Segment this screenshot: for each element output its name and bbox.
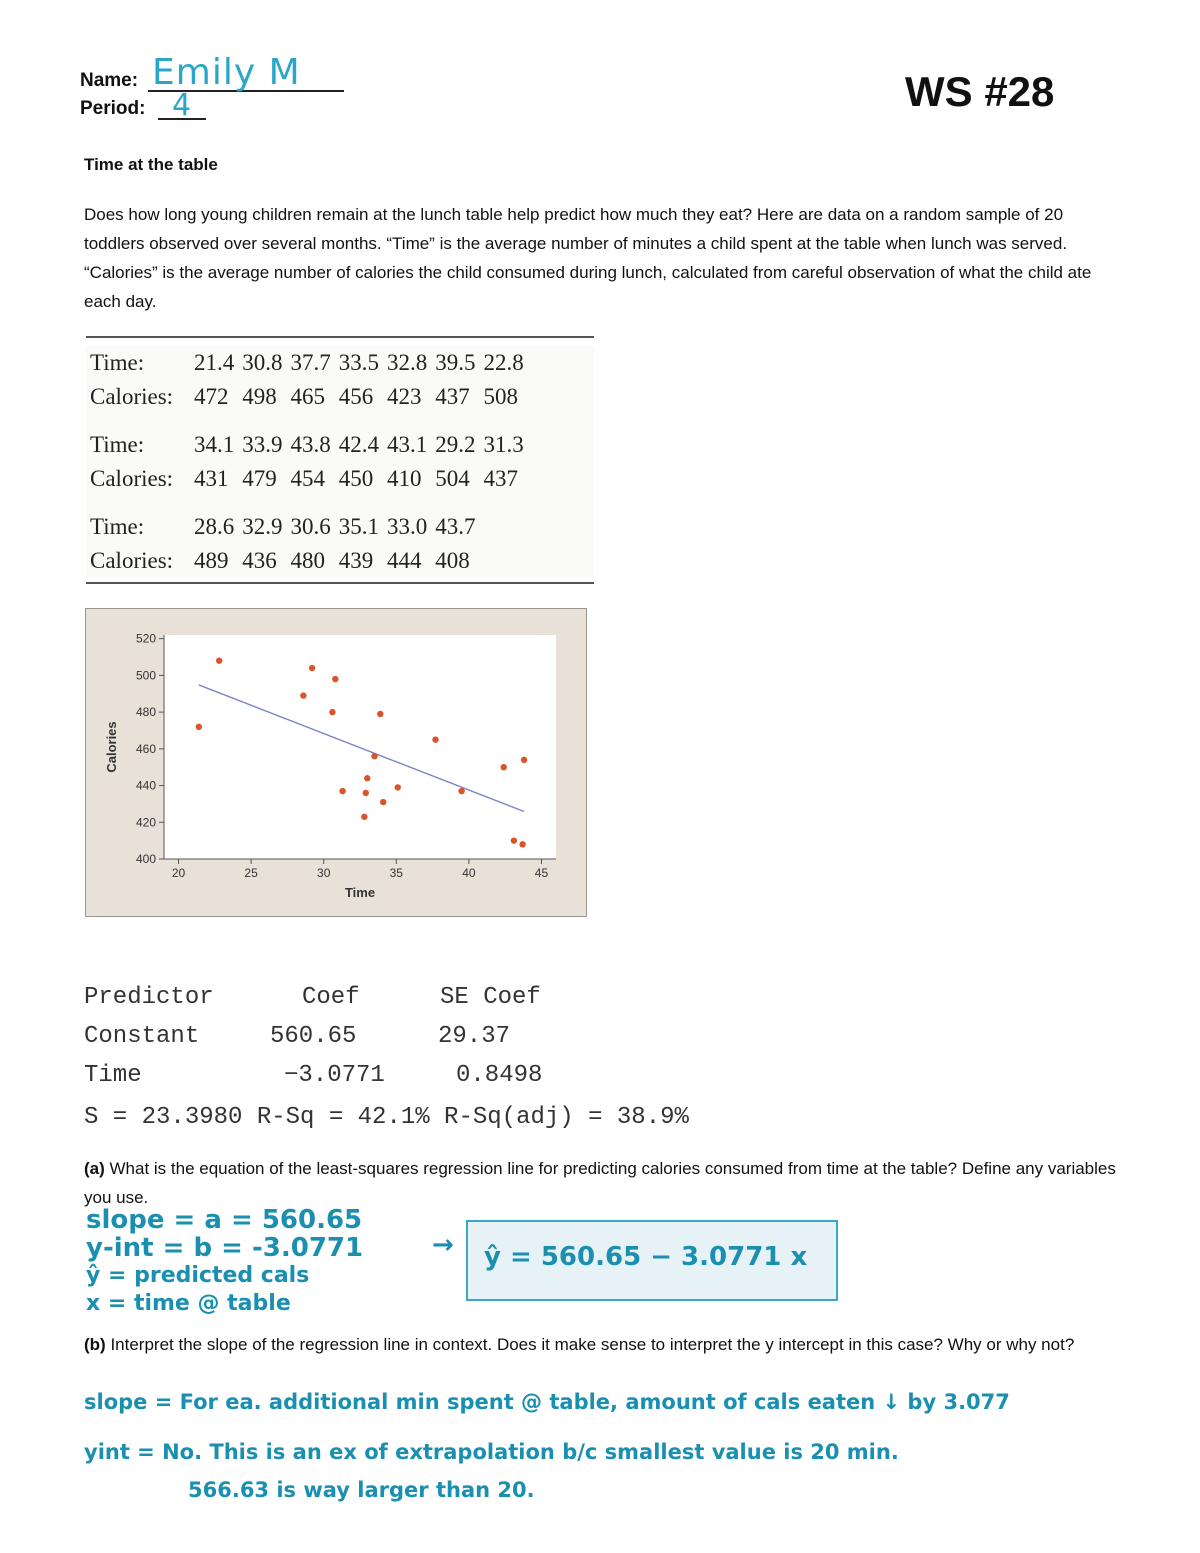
answer-a-equation[interactable]: ŷ = 560.65 − 3.0771 x [484, 1242, 808, 1272]
y-tick-label: 420 [135, 815, 156, 830]
calories-cell: 408 [435, 548, 470, 573]
se-coef-value: 0.8498 [456, 1062, 543, 1089]
problem-intro: Does how long young children remain at the lunch table help predict how much they eat? Here are data on a random sample of 20 toddlers observed over several months. “Time” is the average number of minutes a child spent at the table when lunch was served. “Calories” is the average number of calories the child consumed during lunch, calculated from careful observation of what the child ate each day. [84, 205, 1092, 311]
data-point [377, 711, 383, 717]
predictor-name: Constant [84, 1023, 200, 1050]
time-cell: 32.8 [387, 350, 428, 375]
period-label: Period: [80, 98, 146, 119]
answer-a-slope: slope = a = 560.65 [86, 1205, 363, 1235]
question-a [84, 1154, 1134, 1212]
header-coef: Coef [302, 984, 360, 1011]
question-a-text: What is the equation of the least-squares regression line for predicting calories consumed from time at the table? Define any variables you use. [84, 1159, 1116, 1207]
calories-cell: 450 [338, 466, 374, 491]
time-cell: 42.4 [338, 432, 379, 457]
question-b-label: (b) [84, 1335, 106, 1354]
answer-a-box [466, 1220, 838, 1301]
header-predictor: Predictor [84, 984, 214, 1011]
y-tick-label: 500 [135, 668, 156, 683]
calories-cell: 479 [242, 466, 277, 491]
regression-row-time [84, 1062, 604, 1101]
data-point [196, 724, 202, 730]
time-cell: 33.9 [242, 432, 283, 457]
arrow-icon: → [432, 1230, 454, 1260]
calories-cell: 472 [194, 384, 229, 409]
data-point [511, 837, 517, 843]
data-point [364, 775, 370, 781]
question-a-label: (a) [84, 1159, 105, 1178]
header-se-coef: SE Coef [440, 984, 541, 1011]
data-point [521, 757, 527, 763]
time-cell: 28.6 [194, 514, 235, 539]
time-cell: 39.5 [435, 350, 476, 375]
calories-cell: 456 [338, 384, 374, 409]
row-label-time: Time: [90, 432, 145, 457]
answer-a-yint: y-int = b = -3.0771 [86, 1233, 364, 1263]
time-cell: 31.3 [483, 432, 524, 457]
x-tick-label: 45 [534, 866, 549, 880]
data-point [300, 692, 306, 698]
time-cell: 35.1 [338, 514, 379, 539]
scatter-chart-frame [85, 608, 587, 917]
se-coef-value: 29.37 [438, 1023, 511, 1050]
calories-cell: 498 [242, 384, 277, 409]
answer-a-yhat-def: ŷ = predicted cals [86, 1263, 310, 1288]
data-point [519, 841, 525, 847]
data-point [363, 790, 369, 796]
data-point [361, 814, 367, 820]
period-handwritten[interactable]: 4 [172, 88, 192, 123]
regression-row-constant [84, 1023, 604, 1062]
data-point [332, 676, 338, 682]
table-bottom-rule [86, 582, 594, 584]
calories-cell: 504 [435, 466, 470, 491]
calories-cell: 454 [290, 466, 325, 491]
row-label-calories: Calories: [90, 466, 174, 491]
calories-cell: 410 [387, 466, 422, 491]
data-point [501, 764, 507, 770]
calories-cell: 431 [194, 466, 229, 491]
y-tick-label: 440 [135, 778, 156, 793]
predictor-name: Time [84, 1062, 142, 1089]
y-tick-label: 520 [135, 631, 156, 646]
calories-cell: 489 [194, 548, 229, 573]
calories-cell: 437 [435, 384, 470, 409]
regression-header-row [84, 984, 604, 1023]
data-point [329, 709, 335, 715]
row-label-calories: Calories: [90, 548, 174, 573]
regression-output [84, 984, 604, 1101]
name-label: Name: [80, 70, 139, 91]
data-point [216, 658, 222, 664]
question-b [84, 1330, 1134, 1359]
calories-cell: 436 [242, 548, 277, 573]
answer-a-work [86, 1206, 363, 1318]
coef-value: 560.65 [270, 1023, 357, 1050]
calories-cell: 508 [483, 384, 518, 409]
x-axis-label: Time [344, 885, 376, 900]
answer-b-yint-2[interactable]: 566.63 is way larger than 20. [188, 1478, 535, 1502]
time-cell: 34.1 [194, 432, 235, 457]
scatter-chart [86, 609, 586, 916]
table-top-rule [86, 336, 594, 338]
row-label-time: Time: [90, 514, 145, 539]
data-block-2 [86, 428, 528, 496]
time-cell: 30.8 [242, 350, 283, 375]
data-point [380, 799, 386, 805]
y-axis-label: Calories [104, 721, 119, 773]
data-point [395, 784, 401, 790]
x-tick-label: 25 [244, 866, 258, 880]
time-cell: 37.7 [290, 350, 331, 375]
calories-cell: 423 [387, 384, 422, 409]
x-tick-label: 30 [317, 866, 331, 880]
time-cell: 33.5 [338, 350, 379, 375]
calories-cell: 465 [290, 384, 325, 409]
data-point [309, 665, 315, 671]
data-point [371, 753, 377, 759]
y-tick-label: 400 [135, 852, 156, 866]
y-tick-label: 460 [135, 741, 156, 756]
time-cell: 30.6 [290, 514, 331, 539]
problem-title: Time at the table [84, 155, 218, 174]
calories-cell: 439 [338, 548, 374, 573]
calories-cell: 437 [483, 466, 518, 491]
time-cell: 32.9 [242, 514, 283, 539]
time-cell: 33.0 [387, 514, 428, 539]
data-point [339, 788, 345, 794]
question-b-text: Interpret the slope of the regression line in context. Does it make sense to interpret the y intercept in this case? Why or why not? [105, 1335, 1075, 1354]
time-cell: 22.8 [483, 350, 524, 375]
answer-b-slope[interactable]: slope = For ea. additional min spent @ table, amount of cals eaten ↓ by 3.077 [84, 1390, 1010, 1414]
data-point [432, 736, 438, 742]
regression-summary: S = 23.3980 R-Sq = 42.1% R-Sq(adj) = 38.9% [84, 1104, 689, 1131]
calories-cell: 480 [290, 548, 325, 573]
worksheet-title: WS #28 [905, 68, 1055, 115]
x-tick-label: 35 [389, 866, 403, 880]
time-cell: 43.7 [435, 514, 476, 539]
coef-value: −3.0771 [284, 1062, 385, 1089]
data-point [458, 788, 464, 794]
data-table [86, 346, 594, 578]
time-cell: 43.1 [387, 432, 428, 457]
data-block-3 [86, 510, 480, 578]
answer-a-x-def: x = time @ table [86, 1291, 291, 1316]
name-handwritten[interactable]: Emily M [152, 52, 301, 93]
data-block-1 [86, 346, 528, 414]
calories-cell: 444 [387, 548, 422, 573]
time-cell: 29.2 [435, 432, 476, 457]
time-cell: 21.4 [194, 350, 235, 375]
time-cell: 43.8 [290, 432, 331, 457]
answer-b-yint-1[interactable]: yint = No. This is an ex of extrapolation b/c smallest value is 20 min. [84, 1440, 899, 1464]
x-tick-label: 40 [462, 866, 476, 880]
x-tick-label: 20 [171, 866, 186, 880]
row-label-time: Time: [90, 350, 145, 375]
row-label-calories: Calories: [90, 384, 174, 409]
y-tick-label: 480 [135, 705, 156, 720]
